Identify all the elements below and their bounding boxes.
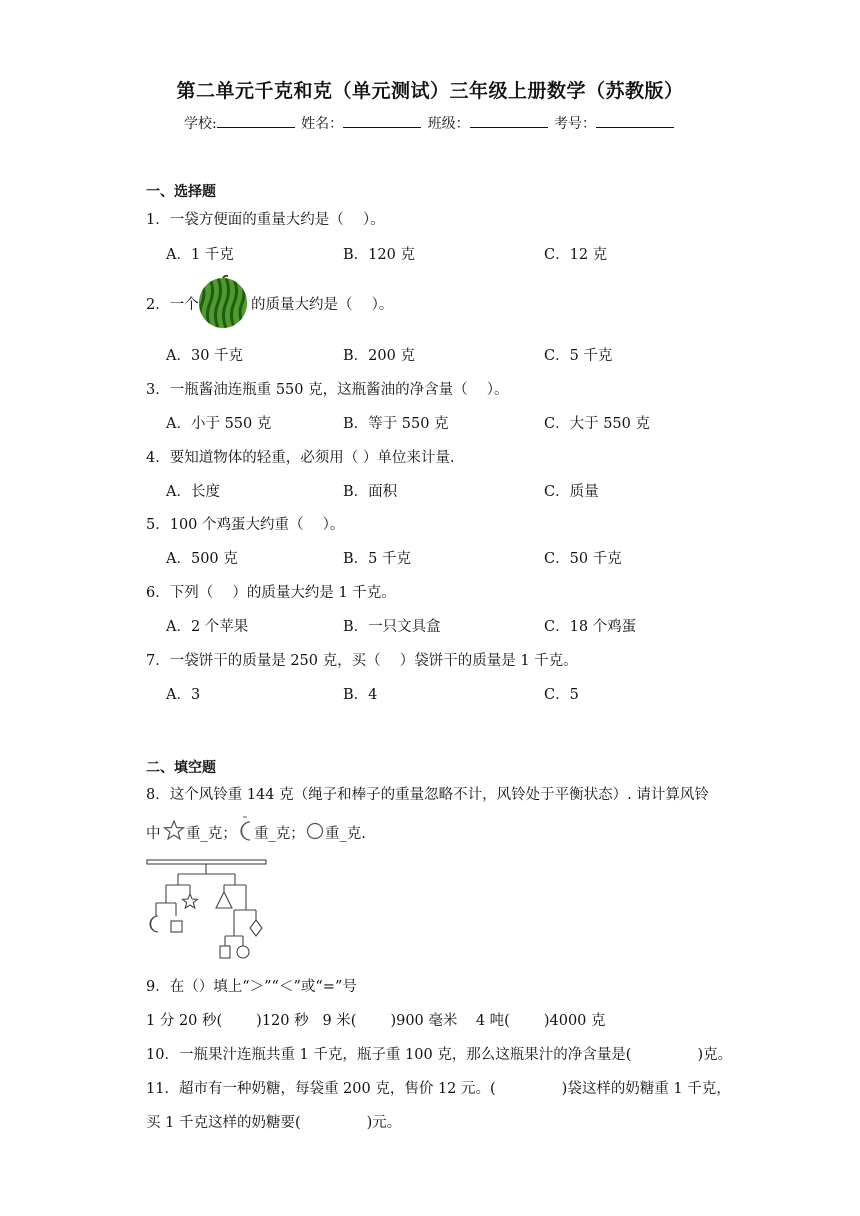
option-c[interactable]: C．18 个鸡蛋 xyxy=(544,619,637,635)
question-9-comparisons xyxy=(146,1009,606,1030)
q9-a-left: 1 分 20 秒( xyxy=(146,1013,223,1029)
q11-pre: 11．超市有一种奶糖，每袋重 200 克，售价 12 元。( xyxy=(146,1081,496,1097)
option-b[interactable]: B．200 克 xyxy=(343,348,415,364)
wind-chime-diagram xyxy=(146,858,270,962)
class-label: 班级： xyxy=(427,116,470,132)
school-label: 学校: xyxy=(183,116,217,132)
question-11-line1 xyxy=(146,1077,731,1098)
option-c[interactable]: C．12 克 xyxy=(544,247,608,263)
number-label: 考号： xyxy=(554,116,597,132)
option-a[interactable]: A．小于 550 克 xyxy=(166,416,272,432)
watermelon-icon xyxy=(198,275,250,329)
question-3: 3．一瓶酱油连瓶重 550 克，这瓶酱油的净含量（ ）。 xyxy=(146,382,509,398)
option-a[interactable]: A．1 千克 xyxy=(166,247,234,263)
option-c[interactable]: C．5 xyxy=(544,687,579,703)
option-a[interactable]: A．30 千克 xyxy=(166,348,244,364)
q10-pre: 10．一瓶果汁连瓶共重 1 千克，瓶子重 100 克，那么这瓶果汁的净含量是( xyxy=(146,1047,632,1063)
q9-a-right: )120 秒 xyxy=(256,1013,309,1029)
option-b[interactable]: B．5 千克 xyxy=(343,551,411,567)
section-title-fill: 二、填空题 xyxy=(146,760,216,776)
q9-b-right: )900 毫米 xyxy=(390,1013,458,1029)
option-a[interactable]: A．长度 xyxy=(166,484,220,500)
q9-c-left: 4 吨( xyxy=(475,1013,510,1029)
question-5: 5．100 个鸡蛋大约重（ ）。 xyxy=(146,517,345,533)
name-label: 姓名： xyxy=(301,116,344,132)
option-a[interactable]: A．3 xyxy=(166,687,201,703)
circle-icon xyxy=(306,822,324,840)
option-b[interactable]: B．等于 550 克 xyxy=(343,416,449,432)
q9-b-left: 9 米( xyxy=(322,1013,357,1029)
question-8-line1: 8．这个风铃重 144 克（绳子和棒子的重量忽略不计，风铃处于平衡状态）. 请计算风铃 xyxy=(146,787,709,803)
q8-moon-text: 重_克； xyxy=(254,826,305,842)
moon-icon xyxy=(236,816,256,842)
q8-star-text: 重_克； xyxy=(186,826,237,842)
student-info-line xyxy=(0,113,860,133)
q10-post: )克。 xyxy=(697,1047,733,1063)
question-2-pre: 2．一个 xyxy=(146,297,199,313)
q11-line2-pre: 买 1 千克这样的奶糖要( xyxy=(146,1115,301,1131)
option-b[interactable]: B．4 xyxy=(343,687,378,703)
q11-line2-post: )元。 xyxy=(366,1115,402,1131)
option-a[interactable]: A．2 个苹果 xyxy=(166,619,249,635)
question-11-line2 xyxy=(146,1111,401,1132)
option-c[interactable]: C．5 千克 xyxy=(544,348,613,364)
question-8-line2 xyxy=(146,822,161,843)
q8-prefix: 中 xyxy=(146,826,161,842)
question-9: 9．在（）填上“＞”“＜”或“=”号 xyxy=(146,979,357,995)
question-6: 6．下列（ ）的质量大约是 1 千克。 xyxy=(146,585,396,601)
question-7: 7．一袋饼干的质量是 250 克，买（ ）袋饼干的质量是 1 千克。 xyxy=(146,653,578,669)
number-blank[interactable] xyxy=(596,113,674,128)
option-b[interactable]: B．面积 xyxy=(343,484,398,500)
option-b[interactable]: B．120 克 xyxy=(343,247,415,263)
option-b[interactable]: B．一只文具盒 xyxy=(343,619,441,635)
question-2 xyxy=(146,293,199,314)
name-blank[interactable] xyxy=(343,113,421,128)
page-title: 第二单元千克和克（单元测试）三年级上册数学（苏教版） xyxy=(176,80,684,102)
class-blank[interactable] xyxy=(470,113,548,128)
question-1: 1．一袋方便面的重量大约是（ ）。 xyxy=(146,212,385,228)
star-icon xyxy=(162,819,186,841)
option-c[interactable]: C．质量 xyxy=(544,484,599,500)
q8-circle-text: 重_克. xyxy=(325,826,366,842)
option-c[interactable]: C．大于 550 克 xyxy=(544,416,650,432)
question-4: 4．要知道物体的轻重，必须用（ ）单位来计量. xyxy=(146,450,455,466)
section-title-choice: 一、选择题 xyxy=(146,184,216,200)
school-blank[interactable] xyxy=(217,113,295,128)
option-a[interactable]: A．500 克 xyxy=(166,551,238,567)
option-c[interactable]: C．50 千克 xyxy=(544,551,622,567)
question-10 xyxy=(146,1043,732,1064)
q11-post: )袋这样的奶糖重 1 千克， xyxy=(561,1081,731,1097)
q9-c-right: )4000 克 xyxy=(543,1013,606,1029)
question-2-post: 的质量大约是（ ）。 xyxy=(251,297,394,313)
